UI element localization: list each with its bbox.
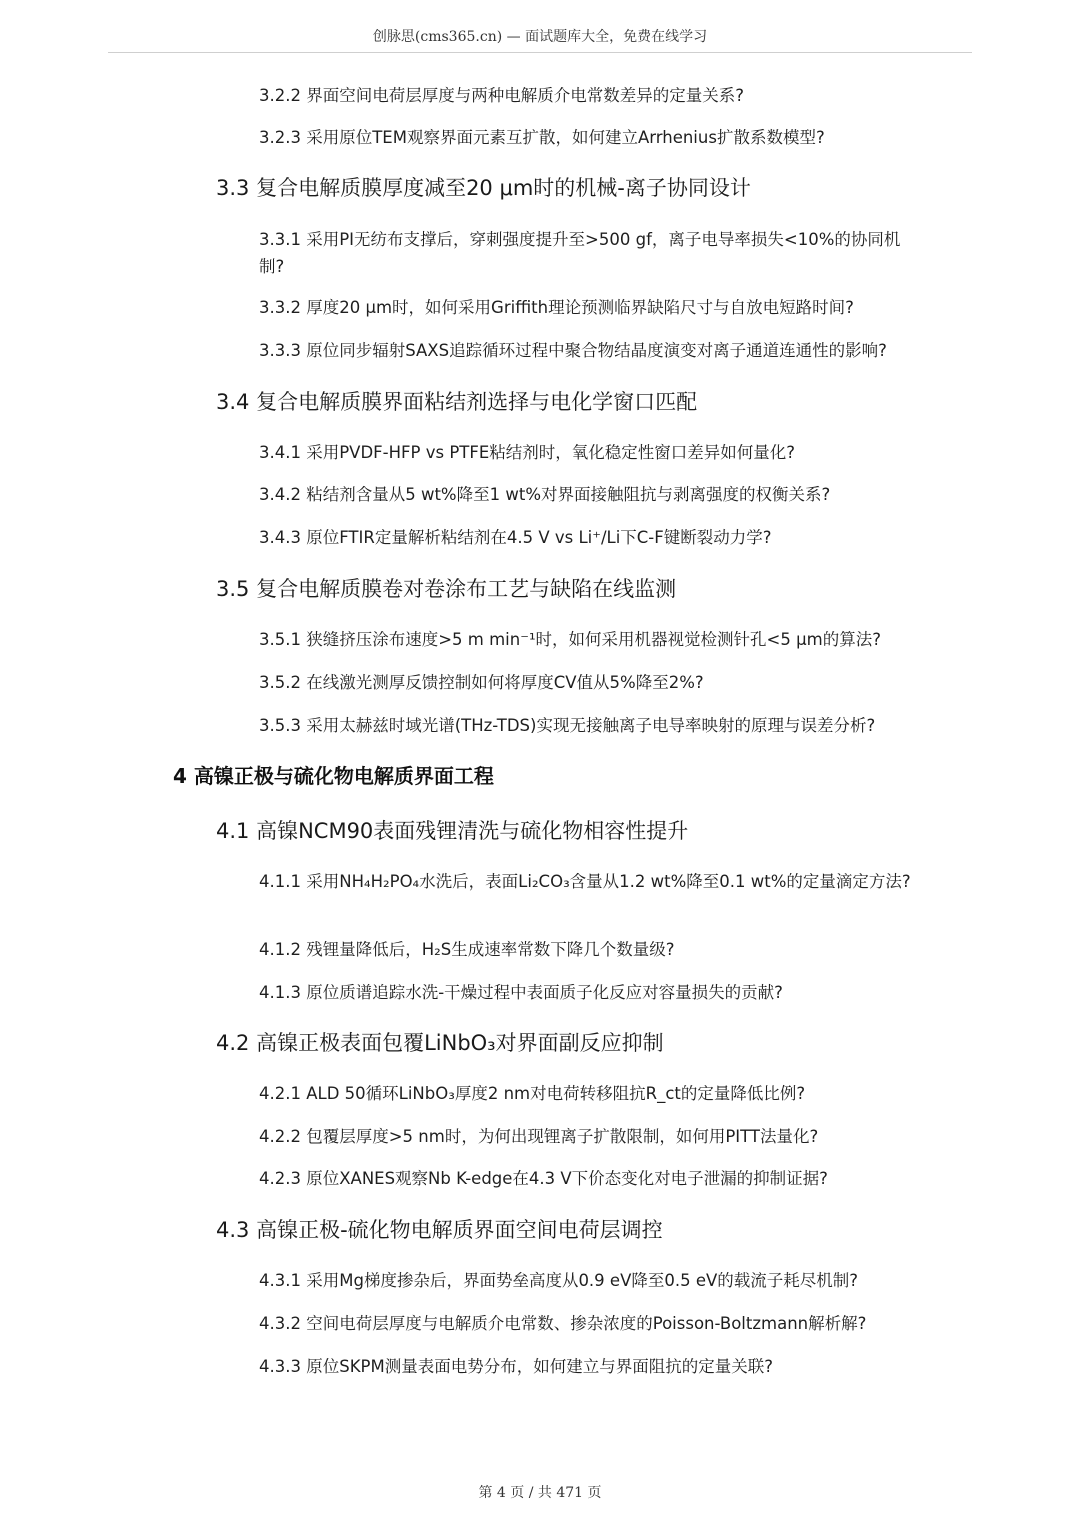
question-4-2-1: 4.2.1 ALD 50循环LiNbO₃厚度2 nm对电荷转移阻抗R_ct的定量降低比例? xyxy=(259,1084,806,1103)
question-4-3-1: 4.3.1 采用Mg梯度掺杂后，界面势垒高度从0.9 eV降至0.5 eV的载流子耗尽机制? xyxy=(259,1271,859,1290)
question-4-1-2: 4.1.2 残锂量降低后，H₂S生成速率常数下降几个数量级? xyxy=(259,940,675,959)
header-divider xyxy=(108,52,972,53)
question-3-4-1: 3.4.1 采用PVDF-HFP vs PTFE粘结剂时，氧化稳定性窗口差异如何量化? xyxy=(259,443,796,462)
question-3-5-2: 3.5.2 在线激光测厚反馈控制如何将厚度CV值从5%降至2%? xyxy=(259,673,704,692)
question-3-4-3: 3.4.3 原位FTIR定量解析粘结剂在4.5 V vs Li⁺/Li下C-F键断裂动力学? xyxy=(259,528,772,547)
question-3-5-3: 3.5.3 采用太赫兹时域光谱(THz-TDS)实现无接触离子电导率映射的原理与误差分析? xyxy=(259,716,876,735)
page-footer: 第 4 页 / 共 471 页 xyxy=(478,1485,602,1501)
question-3-4-2: 3.4.2 粘结剂含量从5 wt%降至1 wt%对界面接触阻抗与剥离强度的权衡关系? xyxy=(259,485,831,504)
question-4-2-2: 4.2.2 包覆层厚度>5 nm时，为何出现锂离子扩散限制，如何用PITT法量化? xyxy=(259,1127,819,1146)
question-3-2-2: 3.2.2 界面空间电荷层厚度与两种电解质介电常数差异的定量关系? xyxy=(259,86,744,105)
question-4-3-3: 4.3.3 原位SKPM测量表面电势分布，如何建立与界面阻抗的定量关联? xyxy=(259,1357,773,1376)
question-4-1-1: 4.1.1 采用NH₄H₂PO₄水洗后，表面Li₂CO₃含量从1.2 wt%降至0.1 wt%的定量滴定方法? xyxy=(259,872,911,891)
section-heading-3-4: 3.4 复合电解质膜界面粘结剂选择与电化学窗口匹配 xyxy=(216,390,698,414)
question-3-3-1: 3.3.1 采用PI无纺布支撑后，穿刺强度提升至>500 gf，离子电导率损失<10%的协同机制? xyxy=(259,230,901,276)
question-3-3-3: 3.3.3 原位同步辐射SAXS追踪循环过程中聚合物结晶度演变对离子通道连通性的影响? xyxy=(259,341,887,360)
question-3-5-1: 3.5.1 狭缝挤压涂布速度>5 m min⁻¹时，如何采用机器视觉检测针孔<5 μm的算法? xyxy=(259,630,881,649)
section-heading-3-3: 3.3 复合电解质膜厚度减至20 μm时的机械-离子协同设计 xyxy=(216,176,751,200)
question-4-3-2: 4.3.2 空间电荷层厚度与电解质介电常数、掺杂浓度的Poisson-Boltzmann解析解? xyxy=(259,1314,867,1333)
question-4-2-3: 4.2.3 原位XANES观察Nb K-edge在4.3 V下价态变化对电子泄漏的抑制证据? xyxy=(259,1169,828,1188)
question-4-1-3: 4.1.3 原位质谱追踪水洗-干燥过程中表面质子化反应对容量损失的贡献? xyxy=(259,983,783,1002)
section-heading-4-1: 4.1 高镍NCM90表面残锂清洗与硫化物相容性提升 xyxy=(216,819,689,843)
question-3-2-3: 3.2.3 采用原位TEM观察界面元素互扩散，如何建立Arrhenius扩散系数模型? xyxy=(259,128,825,147)
chapter-heading-4: 4 高镍正极与硫化物电解质界面工程 xyxy=(173,764,494,788)
page-header: 创脉思(cms365.cn) — 面试题库大全，免费在线学习 xyxy=(372,29,708,45)
section-heading-3-5: 3.5 复合电解质膜卷对卷涂布工艺与缺陷在线监测 xyxy=(216,577,677,601)
section-heading-4-2: 4.2 高镍正极表面包覆LiNbO₃对界面副反应抑制 xyxy=(216,1031,664,1055)
question-3-3-2: 3.3.2 厚度20 μm时，如何采用Griffith理论预测临界缺陷尺寸与自放电短路时间? xyxy=(259,298,854,317)
section-heading-4-3: 4.3 高镍正极-硫化物电解质界面空间电荷层调控 xyxy=(216,1218,663,1242)
